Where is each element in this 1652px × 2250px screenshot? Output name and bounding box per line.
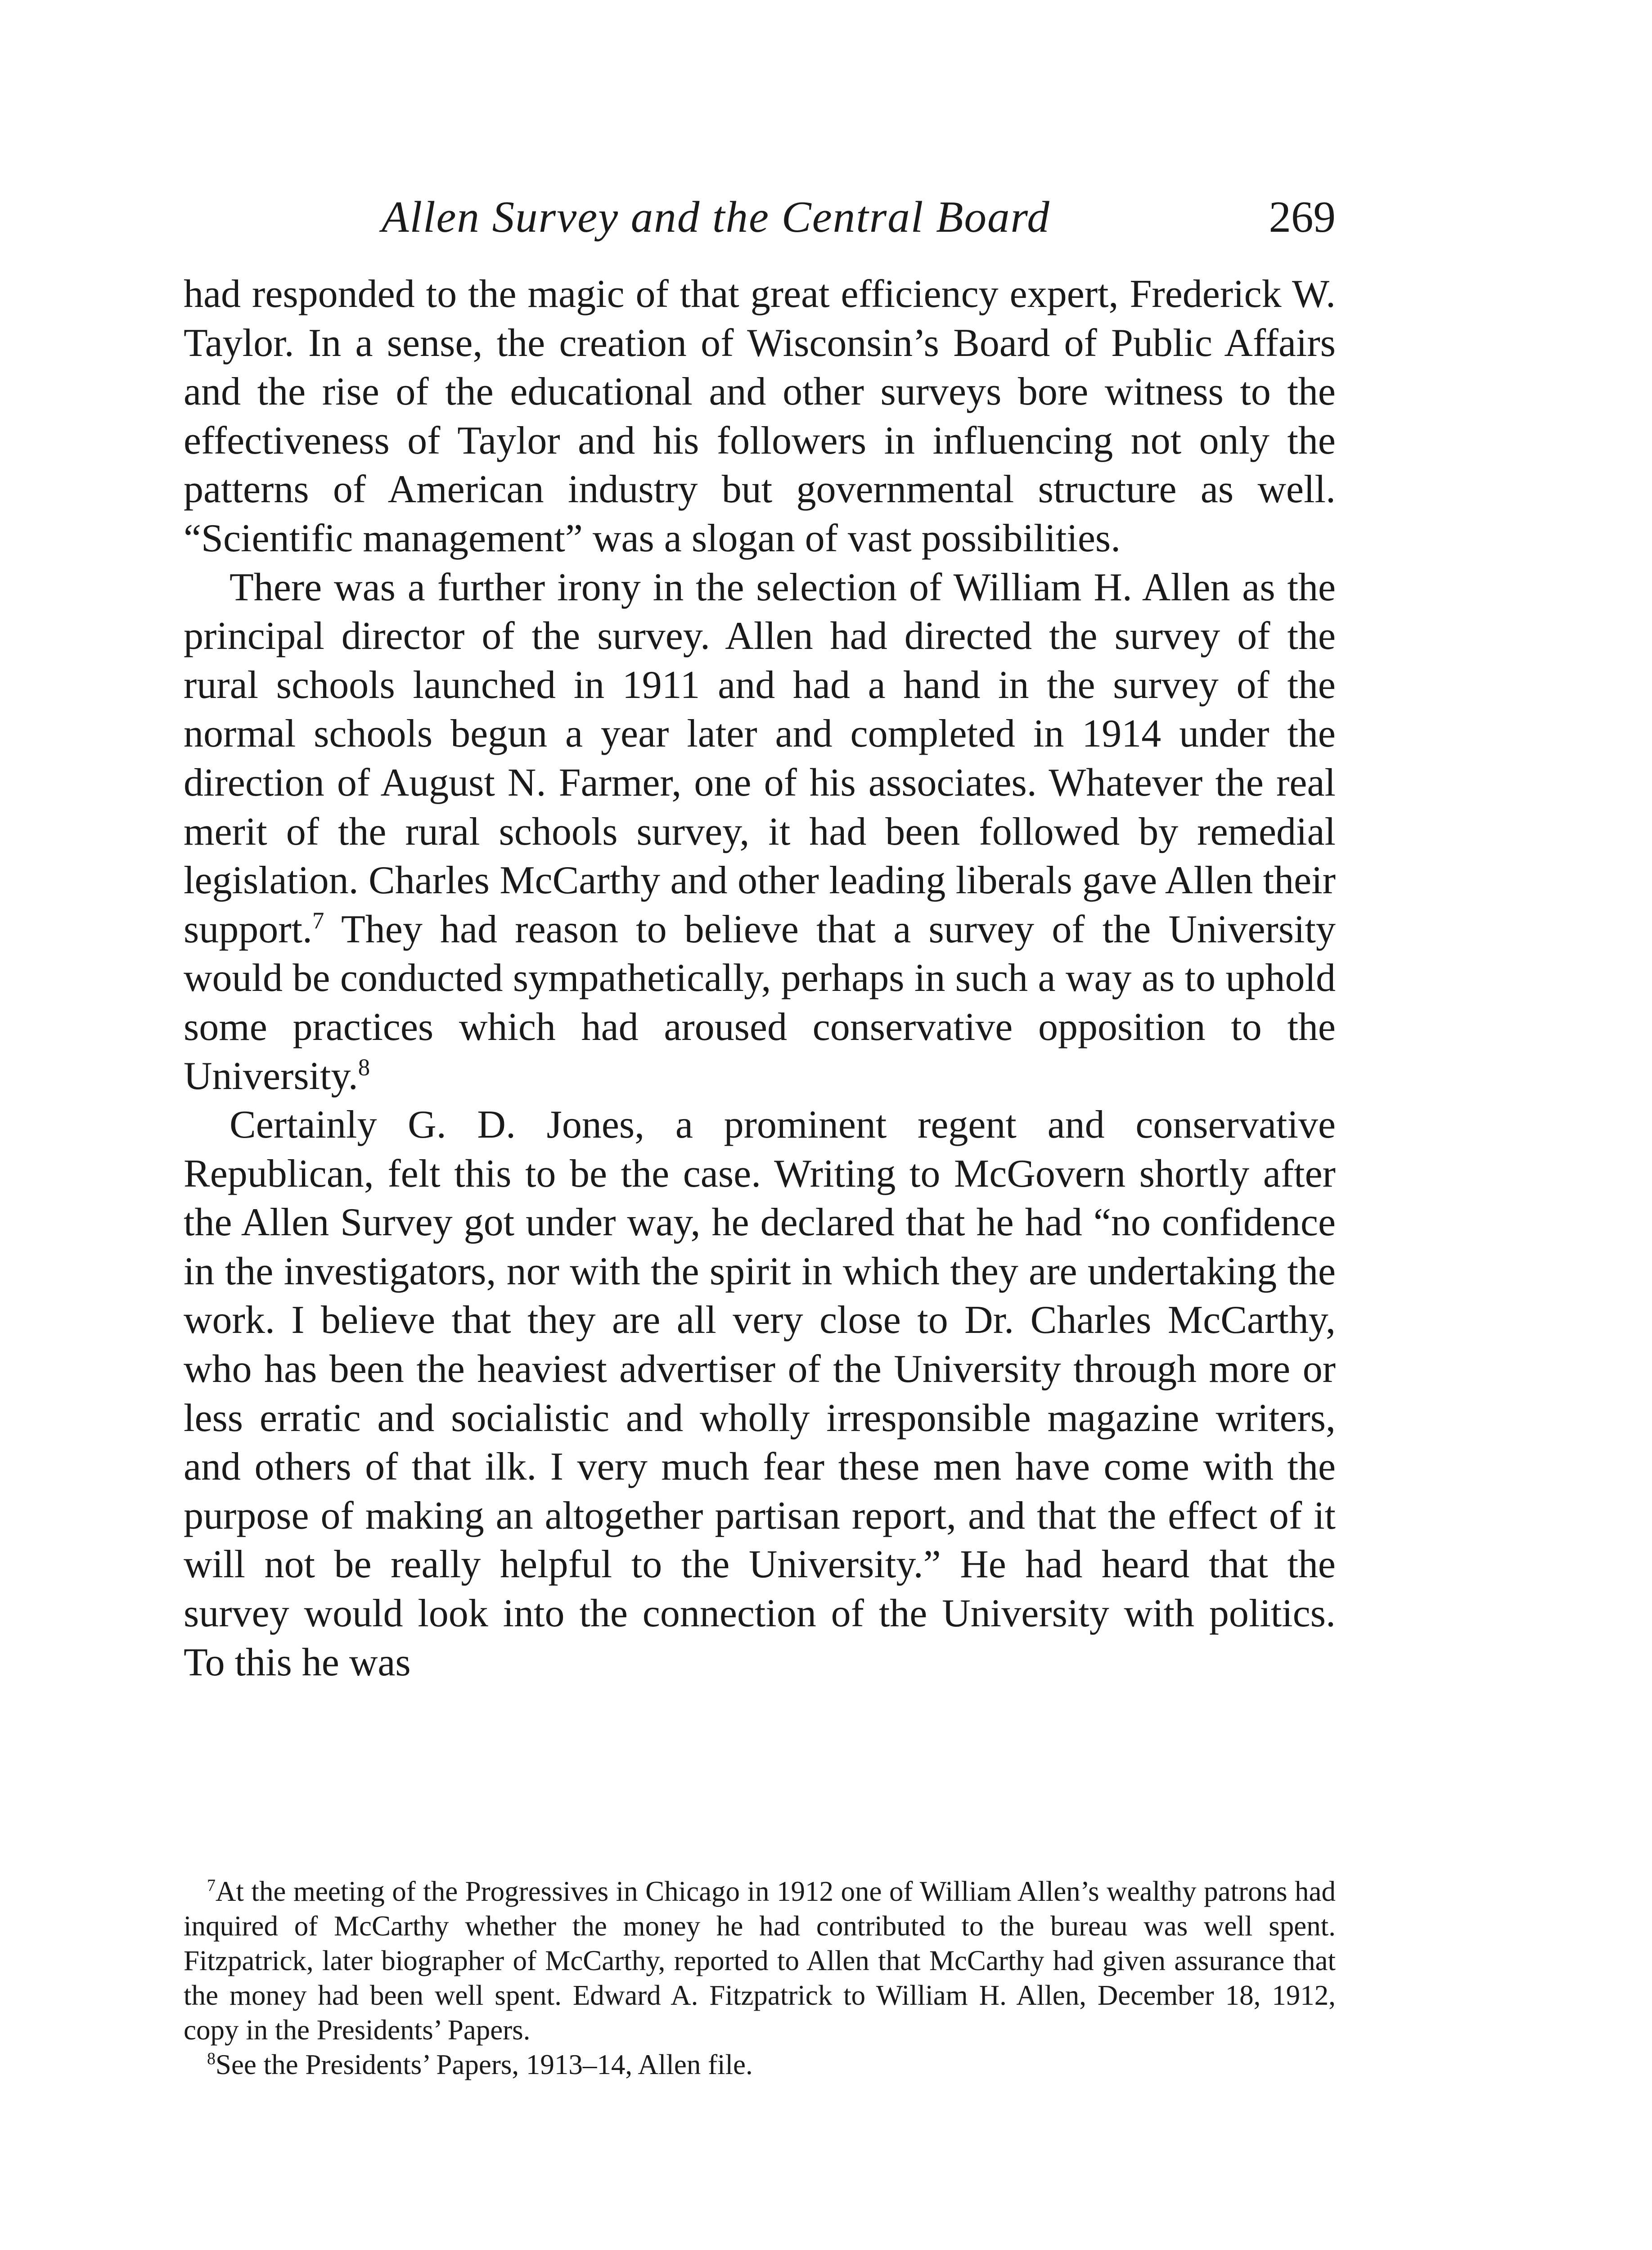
body-paragraph	[184, 1101, 1336, 1687]
body-text	[184, 270, 1336, 1687]
footnote-marker: 7	[207, 1876, 216, 1895]
footnote-reference[interactable]: 7	[312, 908, 324, 934]
footnote-text: See the Presidents’ Papers, 1913–14, Allen file.	[215, 2049, 753, 2080]
footnote-text: At the meeting of the Progressives in Chicago in 1912 one of William Allen’s wealthy patrons had inquired of McCarthy whether the money he had contributed to the bureau was well spent. Fitzpatrick, later biographer of McCarthy, reported to Allen that McCarthy had given assurance that the money had been well spent. Edward A. Fitzpatrick to William H. Allen, December 18, 1912, copy in the Presidents’ Papers.	[184, 1876, 1336, 2046]
paragraph-text: They had reason to believe that a survey of the University would be conducted sympathetically, perhaps in such a way as to uphold some practices which had aroused conservative opposition to the University.	[184, 907, 1336, 1098]
footnote	[184, 1874, 1336, 2048]
paragraph-text: There was a further irony in the selection of William H. Allen as the principal director of the survey. Allen had directed the survey of the rural schools launched in 1911 and had a hand in the survey of the normal schools begun a year later and completed in 1914 under the direction of August N. Farmer, one of his associates. Whatever the real merit of the rural schools survey, it had been followed by remedial legislation. Charles McCarthy and other leading liberals gave Allen their support.	[184, 565, 1336, 951]
footnote	[184, 2048, 1336, 2082]
body-paragraph	[184, 270, 1336, 563]
paragraph-text: had responded to the magic of that great efficiency expert, Frederick W. Taylor. In a sense, the creation of Wisconsin’s Board of Public Affairs and the rise of the educational and other surveys bore witness to the effectiveness of Taylor and his followers in influencing not only the patterns of American industry but governmental structure as well. “Scientific management” was a slogan of vast possibilities.	[184, 272, 1336, 560]
footnotes	[184, 1874, 1336, 2082]
page-number: 269	[1269, 193, 1336, 242]
footnote-reference[interactable]: 8	[358, 1054, 370, 1081]
running-title: Allen Survey and the Central Board	[382, 193, 1050, 242]
paragraph-text: Certainly G. D. Jones, a prominent regent and conservative Republican, felt this to be the case. Writing to McGovern shortly after the Allen Survey got under way, he declared that he had “no confidence in the investigators, nor with the spirit in which they are undertaking the work. I believe that they are all very close to Dr. Charles McCarthy, who has been the heaviest advertiser of the University through more or less erratic and socialistic and wholly irresponsible magazine writers, and others of that ilk. I very much fear these men have come with the purpose of making an altogether partisan report, and that the effect of it will not be really helpful to the University.” He had heard that the survey would look into the connection of the University with politics. To this he was	[184, 1103, 1336, 1684]
running-head	[184, 188, 1336, 247]
body-paragraph	[184, 563, 1336, 1101]
footnote-marker: 8	[207, 2049, 216, 2068]
